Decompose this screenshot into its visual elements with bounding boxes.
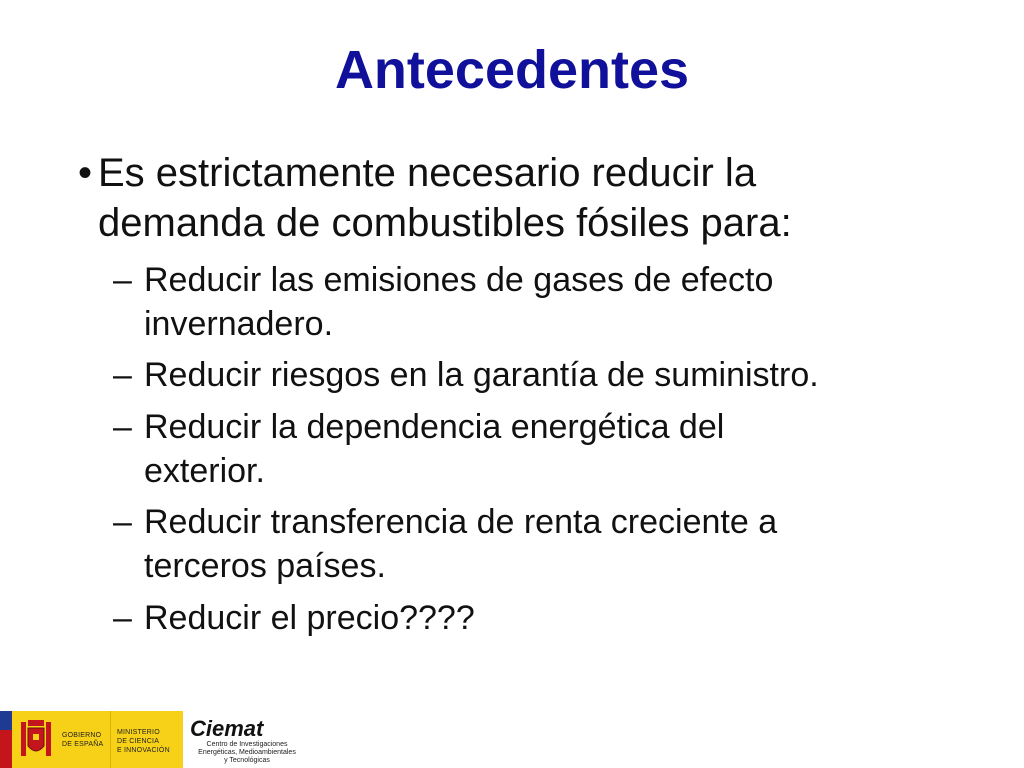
ministerio-line-1: MINISTERIO (117, 729, 160, 736)
bullet-line: Reducir transferencia de renta creciente a (144, 503, 778, 541)
sub-bullet-item-4 (113, 500, 984, 588)
gobierno-line-2: DE ESPAÑA (62, 741, 104, 748)
gobierno-block (12, 711, 110, 768)
bullet-line: Reducir las emisiones de gases de efecto (144, 261, 774, 299)
coat-of-arms-icon (19, 716, 53, 762)
dash-marker: – (113, 261, 132, 299)
sub-bullet-item-3 (113, 405, 984, 493)
ministerio-line-2: DE CIENCIA (117, 738, 160, 745)
bullet-line: Reducir la dependencia energética del (144, 408, 725, 446)
ciemat-logo: Ciemat (190, 716, 264, 741)
ministerio-block (110, 711, 183, 768)
bullet-marker: • (78, 151, 93, 195)
bullet-line: Reducir el precio???? (144, 599, 475, 637)
ministerio-line-3: E INNOVACIÓN (117, 747, 170, 754)
ciemat-subtitle-line-2: Energéticas, Medioambientales (198, 749, 296, 756)
dash-marker: – (113, 356, 132, 394)
dash-marker: – (113, 599, 132, 637)
bullet-line: Reducir riesgos en la garantía de suministro. (144, 356, 819, 394)
bullet-line: demanda de combustibles fósiles para: (98, 201, 792, 245)
bullet-line: invernadero. (144, 305, 334, 343)
bullet-line: terceros países. (144, 547, 386, 585)
gobierno-line-1: GOBIERNO (62, 732, 102, 739)
ciemat-subtitle (188, 741, 306, 765)
dash-marker: – (113, 503, 132, 541)
slide-title: Antecedentes (334, 40, 690, 100)
bullet-line: exterior. (144, 452, 265, 490)
sub-bullet-item-1 (113, 258, 984, 346)
eu-flag-icon (0, 711, 12, 768)
ciemat-subtitle-line-1: Centro de Investigaciones (206, 741, 288, 748)
bullet-line: Es estrictamente necesario reducir la (98, 151, 757, 195)
dash-marker: – (113, 408, 132, 446)
footer-logo-banner (0, 711, 306, 768)
ciemat-subtitle-line-3: y Tecnológicas (224, 757, 270, 764)
sub-bullet-item-5 (113, 596, 984, 640)
bullet-item-1 (78, 148, 978, 248)
sub-bullet-item-2 (113, 353, 984, 397)
